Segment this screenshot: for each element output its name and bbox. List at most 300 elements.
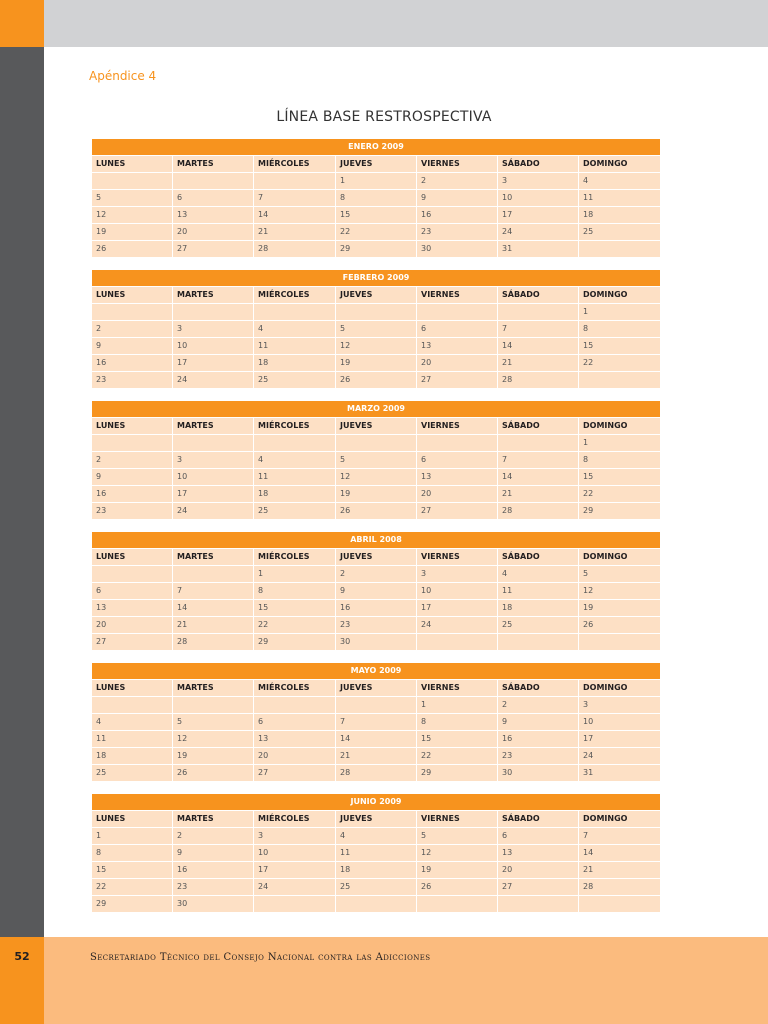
weekday-label: JUEVES [336, 549, 416, 565]
page-number: 52 [14, 950, 30, 963]
calendar-month [92, 532, 660, 650]
day-cell[interactable]: 8 [254, 583, 335, 599]
week-row [92, 747, 660, 764]
day-cell[interactable]: 5 [173, 714, 253, 730]
week-row [92, 206, 660, 223]
day-cell[interactable]: 15 [579, 469, 660, 485]
day-cell[interactable] [417, 896, 497, 912]
day-cell[interactable]: 6 [417, 321, 497, 337]
day-cell[interactable]: 22 [254, 617, 335, 633]
day-cell[interactable]: 28 [579, 879, 660, 895]
day-cell[interactable]: 24 [498, 224, 578, 240]
week-row [92, 844, 660, 861]
weekday-label: VIERNES [417, 680, 497, 696]
calendar-month-title: JUNIO 2009 [92, 794, 660, 810]
day-cell[interactable]: 23 [417, 224, 497, 240]
weekday-label: MARTES [173, 418, 253, 434]
week-row [92, 861, 660, 878]
day-cell[interactable]: 8 [92, 845, 172, 861]
day-cell[interactable]: 15 [336, 207, 416, 223]
day-cell[interactable] [254, 173, 335, 189]
day-cell[interactable]: 19 [417, 862, 497, 878]
weekday-label: SÁBADO [498, 156, 578, 172]
day-cell[interactable]: 23 [92, 503, 172, 519]
day-cell[interactable]: 11 [254, 338, 335, 354]
day-cell[interactable]: 3 [417, 566, 497, 582]
day-cell[interactable]: 25 [336, 879, 416, 895]
day-cell[interactable]: 20 [417, 486, 497, 502]
day-cell[interactable]: 24 [579, 748, 660, 764]
calendar-month-title: MARZO 2009 [92, 401, 660, 417]
day-cell[interactable]: 10 [498, 190, 578, 206]
day-cell[interactable] [579, 896, 660, 912]
weekday-label: MARTES [173, 287, 253, 303]
day-cell[interactable]: 26 [173, 765, 253, 781]
day-cell[interactable] [417, 634, 497, 650]
day-cell[interactable]: 10 [173, 338, 253, 354]
day-cell[interactable]: 9 [173, 845, 253, 861]
day-cell[interactable]: 29 [92, 896, 172, 912]
day-cell[interactable]: 1 [336, 173, 416, 189]
day-cell[interactable]: 3 [579, 697, 660, 713]
day-cell[interactable]: 11 [336, 845, 416, 861]
weekday-label: MIÉRCOLES [254, 811, 335, 827]
day-cell[interactable]: 6 [92, 583, 172, 599]
day-cell[interactable] [336, 896, 416, 912]
day-cell[interactable]: 20 [417, 355, 497, 371]
weekday-header-row [92, 810, 660, 827]
day-cell[interactable]: 12 [173, 731, 253, 747]
day-cell[interactable] [254, 697, 335, 713]
day-cell[interactable]: 21 [173, 617, 253, 633]
day-cell[interactable] [254, 435, 335, 451]
day-cell[interactable]: 20 [92, 617, 172, 633]
day-cell[interactable]: 25 [254, 503, 335, 519]
day-cell[interactable]: 13 [417, 338, 497, 354]
day-cell[interactable]: 18 [498, 600, 578, 616]
day-cell[interactable]: 25 [498, 617, 578, 633]
day-cell[interactable]: 23 [173, 879, 253, 895]
weekday-label: LUNES [92, 418, 172, 434]
day-cell[interactable]: 3 [498, 173, 578, 189]
day-cell[interactable]: 17 [173, 486, 253, 502]
day-cell[interactable] [92, 304, 172, 320]
day-cell[interactable]: 2 [92, 452, 172, 468]
corner-accent [0, 0, 44, 47]
day-cell[interactable]: 16 [417, 207, 497, 223]
week-row [92, 337, 660, 354]
day-cell[interactable] [173, 697, 253, 713]
day-cell[interactable]: 31 [579, 765, 660, 781]
day-cell[interactable]: 11 [92, 731, 172, 747]
weekday-label: DOMINGO [579, 549, 660, 565]
day-cell[interactable]: 15 [417, 731, 497, 747]
day-cell[interactable]: 9 [336, 583, 416, 599]
page-title: LÍNEA BASE RESTROSPECTIVA [276, 109, 492, 125]
day-cell[interactable]: 2 [173, 828, 253, 844]
day-cell[interactable]: 2 [498, 697, 578, 713]
day-cell[interactable] [336, 435, 416, 451]
day-cell[interactable]: 17 [173, 355, 253, 371]
weekday-label: MARTES [173, 811, 253, 827]
week-row [92, 240, 660, 257]
day-cell[interactable]: 28 [173, 634, 253, 650]
weekday-label: MIÉRCOLES [254, 680, 335, 696]
weekday-label: MIÉRCOLES [254, 418, 335, 434]
day-cell[interactable] [417, 435, 497, 451]
day-cell[interactable] [579, 634, 660, 650]
day-cell[interactable]: 16 [498, 731, 578, 747]
weekday-label: DOMINGO [579, 418, 660, 434]
day-cell[interactable] [173, 173, 253, 189]
weekday-label: VIERNES [417, 811, 497, 827]
top-band [44, 0, 768, 47]
weekday-label: LUNES [92, 156, 172, 172]
day-cell[interactable]: 18 [254, 355, 335, 371]
weekday-header-row [92, 286, 660, 303]
weekday-label: DOMINGO [579, 287, 660, 303]
day-cell[interactable]: 12 [336, 469, 416, 485]
weekday-label: MARTES [173, 156, 253, 172]
weekday-label: DOMINGO [579, 680, 660, 696]
day-cell[interactable]: 19 [579, 600, 660, 616]
day-cell[interactable]: 7 [254, 190, 335, 206]
day-cell[interactable] [498, 896, 578, 912]
day-cell[interactable]: 12 [417, 845, 497, 861]
day-cell[interactable]: 8 [336, 190, 416, 206]
day-cell[interactable] [92, 173, 172, 189]
day-cell[interactable]: 3 [173, 452, 253, 468]
day-cell[interactable]: 10 [579, 714, 660, 730]
day-cell[interactable] [579, 372, 660, 388]
weekday-header-row [92, 548, 660, 565]
day-cell[interactable]: 11 [498, 583, 578, 599]
day-cell[interactable]: 7 [579, 828, 660, 844]
day-cell[interactable]: 16 [92, 486, 172, 502]
day-cell[interactable]: 16 [92, 355, 172, 371]
day-cell[interactable]: 27 [417, 503, 497, 519]
day-cell[interactable]: 23 [92, 372, 172, 388]
weekday-label: JUEVES [336, 287, 416, 303]
calendar-month-title: ENERO 2009 [92, 139, 660, 155]
day-cell[interactable]: 1 [579, 304, 660, 320]
day-cell[interactable]: 23 [498, 748, 578, 764]
day-cell[interactable]: 3 [173, 321, 253, 337]
day-cell[interactable]: 28 [336, 765, 416, 781]
day-cell[interactable]: 13 [173, 207, 253, 223]
day-cell[interactable]: 5 [417, 828, 497, 844]
day-cell[interactable]: 2 [92, 321, 172, 337]
day-cell[interactable]: 5 [579, 566, 660, 582]
day-cell[interactable]: 31 [498, 241, 578, 257]
day-cell[interactable] [173, 304, 253, 320]
day-cell[interactable]: 14 [254, 207, 335, 223]
day-cell[interactable]: 10 [417, 583, 497, 599]
weekday-label: VIERNES [417, 156, 497, 172]
day-cell[interactable] [173, 566, 253, 582]
day-cell[interactable]: 27 [254, 765, 335, 781]
day-cell[interactable]: 19 [336, 355, 416, 371]
day-cell[interactable]: 21 [254, 224, 335, 240]
day-cell[interactable]: 17 [498, 207, 578, 223]
week-row [92, 434, 660, 451]
weekday-label: VIERNES [417, 549, 497, 565]
day-cell[interactable]: 4 [579, 173, 660, 189]
day-cell[interactable]: 12 [579, 583, 660, 599]
day-cell[interactable]: 19 [173, 748, 253, 764]
day-cell[interactable]: 12 [92, 207, 172, 223]
day-cell[interactable]: 20 [498, 862, 578, 878]
day-cell[interactable]: 27 [417, 372, 497, 388]
day-cell[interactable]: 17 [579, 731, 660, 747]
day-cell[interactable]: 17 [254, 862, 335, 878]
day-cell[interactable]: 22 [336, 224, 416, 240]
week-row [92, 189, 660, 206]
day-cell[interactable]: 22 [579, 355, 660, 371]
day-cell[interactable] [336, 304, 416, 320]
day-cell[interactable]: 30 [417, 241, 497, 257]
weekday-label: MARTES [173, 680, 253, 696]
day-cell[interactable]: 14 [173, 600, 253, 616]
day-cell[interactable]: 13 [254, 731, 335, 747]
calendar-month [92, 663, 660, 781]
weekday-label: DOMINGO [579, 811, 660, 827]
day-cell[interactable]: 24 [417, 617, 497, 633]
day-cell[interactable]: 21 [498, 486, 578, 502]
footer-text: Secretariado Técnico del Consejo Nacional contra las Adicciones [90, 952, 431, 963]
day-cell[interactable] [173, 435, 253, 451]
day-cell[interactable]: 26 [579, 617, 660, 633]
day-cell[interactable]: 10 [173, 469, 253, 485]
day-cell[interactable]: 21 [498, 355, 578, 371]
weekday-header-row [92, 417, 660, 434]
weekday-label: MIÉRCOLES [254, 156, 335, 172]
day-cell[interactable]: 21 [336, 748, 416, 764]
weekday-header-row [92, 155, 660, 172]
day-cell[interactable]: 24 [173, 372, 253, 388]
day-cell[interactable]: 1 [417, 697, 497, 713]
day-cell[interactable]: 19 [336, 486, 416, 502]
day-cell[interactable]: 8 [579, 452, 660, 468]
week-row [92, 371, 660, 388]
day-cell[interactable]: 13 [417, 469, 497, 485]
day-cell[interactable]: 14 [498, 338, 578, 354]
weekday-label: JUEVES [336, 156, 416, 172]
day-cell[interactable]: 7 [498, 452, 578, 468]
day-cell[interactable]: 10 [254, 845, 335, 861]
day-cell[interactable] [498, 435, 578, 451]
day-cell[interactable]: 18 [92, 748, 172, 764]
day-cell[interactable]: 1 [254, 566, 335, 582]
day-cell[interactable] [254, 304, 335, 320]
day-cell[interactable]: 5 [336, 321, 416, 337]
day-cell[interactable]: 29 [417, 765, 497, 781]
calendar-month [92, 139, 660, 257]
weekday-label: VIERNES [417, 287, 497, 303]
day-cell[interactable]: 4 [498, 566, 578, 582]
day-cell[interactable]: 7 [498, 321, 578, 337]
day-cell[interactable]: 22 [579, 486, 660, 502]
day-cell[interactable]: 1 [92, 828, 172, 844]
weekday-label: SÁBADO [498, 811, 578, 827]
day-cell[interactable]: 14 [579, 845, 660, 861]
day-cell[interactable]: 4 [92, 714, 172, 730]
day-cell[interactable]: 26 [92, 241, 172, 257]
day-cell[interactable]: 6 [173, 190, 253, 206]
weekday-label: MIÉRCOLES [254, 287, 335, 303]
weekday-label: VIERNES [417, 418, 497, 434]
day-cell[interactable]: 2 [417, 173, 497, 189]
day-cell[interactable]: 25 [579, 224, 660, 240]
day-cell[interactable]: 3 [254, 828, 335, 844]
day-cell[interactable] [498, 304, 578, 320]
day-cell[interactable]: 6 [417, 452, 497, 468]
week-row [92, 223, 660, 240]
day-cell[interactable]: 8 [417, 714, 497, 730]
day-cell[interactable]: 5 [336, 452, 416, 468]
week-row [92, 468, 660, 485]
day-cell[interactable]: 19 [92, 224, 172, 240]
weekday-label: MARTES [173, 549, 253, 565]
day-cell[interactable]: 13 [92, 600, 172, 616]
side-bar [0, 47, 44, 937]
day-cell[interactable]: 20 [173, 224, 253, 240]
day-cell[interactable]: 16 [336, 600, 416, 616]
day-cell[interactable]: 7 [336, 714, 416, 730]
week-row [92, 172, 660, 189]
day-cell[interactable]: 25 [92, 765, 172, 781]
day-cell[interactable]: 9 [498, 714, 578, 730]
day-cell[interactable]: 4 [254, 321, 335, 337]
day-cell[interactable]: 9 [92, 338, 172, 354]
day-cell[interactable]: 12 [336, 338, 416, 354]
day-cell[interactable]: 22 [92, 879, 172, 895]
day-cell[interactable] [254, 896, 335, 912]
day-cell[interactable]: 15 [254, 600, 335, 616]
day-cell[interactable] [92, 566, 172, 582]
calendar-month-title: ABRIL 2008 [92, 532, 660, 548]
week-row [92, 451, 660, 468]
day-cell[interactable]: 26 [336, 503, 416, 519]
day-cell[interactable]: 18 [336, 862, 416, 878]
day-cell[interactable]: 15 [92, 862, 172, 878]
day-cell[interactable]: 30 [173, 896, 253, 912]
day-cell[interactable]: 9 [417, 190, 497, 206]
weekday-label: SÁBADO [498, 418, 578, 434]
weekday-label: SÁBADO [498, 680, 578, 696]
weekday-label: LUNES [92, 549, 172, 565]
day-cell[interactable]: 14 [336, 731, 416, 747]
day-cell[interactable]: 26 [417, 879, 497, 895]
day-cell[interactable] [579, 241, 660, 257]
day-cell[interactable]: 29 [254, 634, 335, 650]
day-cell[interactable]: 1 [579, 435, 660, 451]
day-cell[interactable]: 28 [254, 241, 335, 257]
footer-band [44, 937, 768, 1024]
weekday-label: SÁBADO [498, 287, 578, 303]
day-cell[interactable]: 8 [579, 321, 660, 337]
day-cell[interactable]: 16 [173, 862, 253, 878]
day-cell[interactable]: 5 [92, 190, 172, 206]
week-row [92, 320, 660, 337]
day-cell[interactable]: 23 [336, 617, 416, 633]
day-cell[interactable]: 28 [498, 503, 578, 519]
day-cell[interactable]: 15 [579, 338, 660, 354]
day-cell[interactable] [92, 435, 172, 451]
day-cell[interactable]: 13 [498, 845, 578, 861]
day-cell[interactable]: 24 [254, 879, 335, 895]
day-cell[interactable]: 4 [336, 828, 416, 844]
week-row [92, 582, 660, 599]
weekday-label: LUNES [92, 287, 172, 303]
day-cell[interactable] [92, 697, 172, 713]
day-cell[interactable]: 11 [579, 190, 660, 206]
day-cell[interactable]: 7 [173, 583, 253, 599]
day-cell[interactable]: 27 [173, 241, 253, 257]
day-cell[interactable]: 29 [336, 241, 416, 257]
week-row [92, 827, 660, 844]
week-row [92, 565, 660, 582]
day-cell[interactable]: 24 [173, 503, 253, 519]
calendar-month [92, 794, 660, 912]
day-cell[interactable]: 11 [254, 469, 335, 485]
day-cell[interactable]: 2 [336, 566, 416, 582]
day-cell[interactable]: 21 [579, 862, 660, 878]
week-row [92, 895, 660, 912]
day-cell[interactable] [336, 697, 416, 713]
day-cell[interactable]: 6 [498, 828, 578, 844]
day-cell[interactable]: 20 [254, 748, 335, 764]
day-cell[interactable]: 6 [254, 714, 335, 730]
weekday-label: JUEVES [336, 418, 416, 434]
day-cell[interactable]: 4 [254, 452, 335, 468]
week-row [92, 303, 660, 320]
day-cell[interactable]: 26 [336, 372, 416, 388]
week-row [92, 485, 660, 502]
week-row [92, 713, 660, 730]
weekday-label: MIÉRCOLES [254, 549, 335, 565]
calendar-month [92, 401, 660, 519]
weekday-label: SÁBADO [498, 549, 578, 565]
weekday-label: LUNES [92, 680, 172, 696]
week-row [92, 616, 660, 633]
day-cell[interactable]: 17 [417, 600, 497, 616]
day-cell[interactable]: 25 [254, 372, 335, 388]
weekday-label: LUNES [92, 811, 172, 827]
day-cell[interactable] [498, 634, 578, 650]
week-row [92, 730, 660, 747]
day-cell[interactable]: 18 [579, 207, 660, 223]
calendar-month-title: MAYO 2009 [92, 663, 660, 679]
appendix-label: Apéndice 4 [89, 69, 157, 83]
day-cell[interactable]: 22 [417, 748, 497, 764]
day-cell[interactable] [417, 304, 497, 320]
day-cell[interactable]: 27 [92, 634, 172, 650]
day-cell[interactable]: 27 [498, 879, 578, 895]
day-cell[interactable]: 18 [254, 486, 335, 502]
weekday-label: DOMINGO [579, 156, 660, 172]
day-cell[interactable]: 28 [498, 372, 578, 388]
day-cell[interactable]: 30 [336, 634, 416, 650]
week-row [92, 878, 660, 895]
day-cell[interactable]: 14 [498, 469, 578, 485]
weekday-label: JUEVES [336, 811, 416, 827]
week-row [92, 502, 660, 519]
day-cell[interactable]: 9 [92, 469, 172, 485]
day-cell[interactable]: 29 [579, 503, 660, 519]
day-cell[interactable]: 30 [498, 765, 578, 781]
calendar-month-title: FEBRERO 2009 [92, 270, 660, 286]
